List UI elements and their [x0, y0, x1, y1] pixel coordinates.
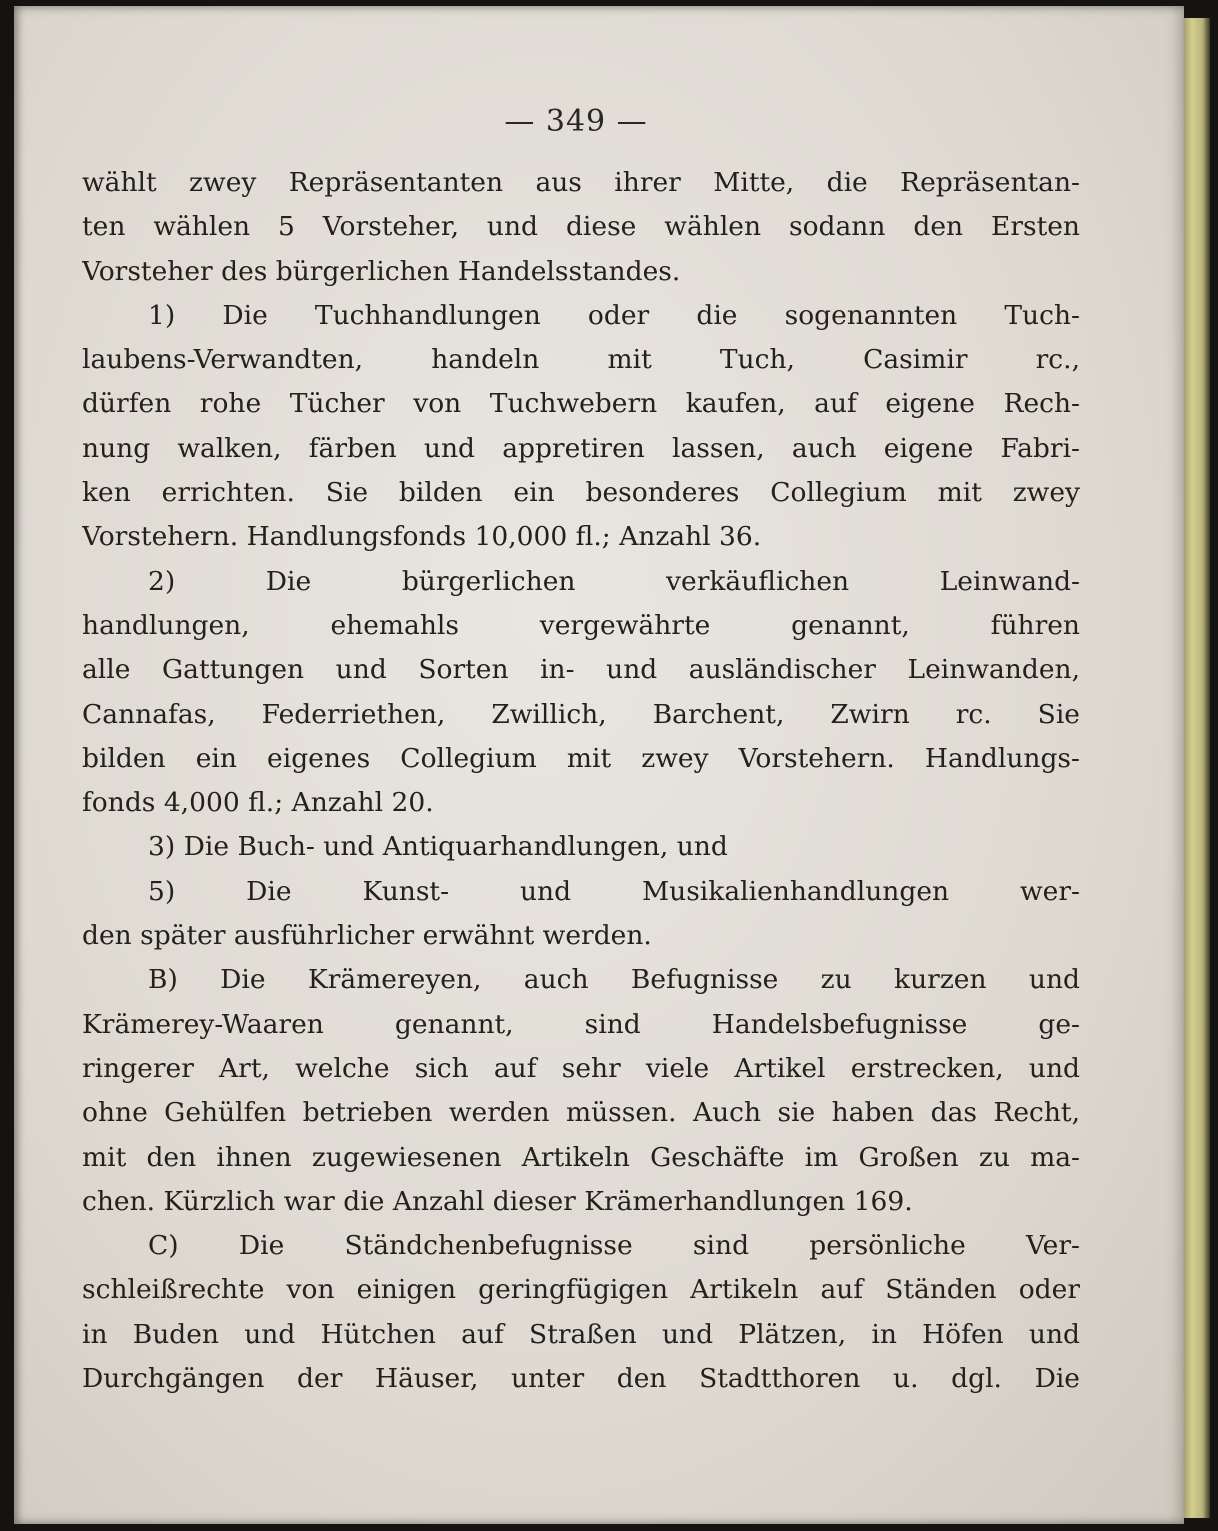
- text-line: 2) Die bürgerlichen verkäuflichen Leinwand-: [148, 565, 1080, 597]
- text-line: Cannafas, Federriethen, Zwillich, Barchent, Zwirn rc. Sie: [82, 698, 1080, 730]
- text-line: B) Die Krämereyen, auch Befugnisse zu kurzen und: [148, 964, 1080, 996]
- text-line: C) Die Ständchenbefugnisse sind persönliche Ver-: [148, 1230, 1080, 1262]
- book-page: [14, 6, 1184, 1524]
- text-line: laubens-Verwandten, handeln mit Tuch, Casimir rc.,: [82, 344, 1080, 376]
- text-line: Krämerey-Waaren genannt, sind Handelsbefugnisse ge-: [82, 1008, 1080, 1040]
- page-number: — 349 —: [504, 104, 648, 139]
- text-line: handlungen, ehemahls vergewährte genannt, führen: [82, 609, 1080, 641]
- text-line: ohne Gehülfen betrieben werden müssen. Auch sie haben das Recht,: [82, 1097, 1080, 1129]
- text-line: den später ausführlicher erwähnt werden.: [82, 920, 652, 952]
- text-line: bilden ein eigenes Collegium mit zwey Vorstehern. Handlungs-: [82, 742, 1080, 774]
- text-line: schleißrechte von einigen geringfügigen Artikeln auf Ständen oder: [82, 1274, 1080, 1306]
- text-line: ken errichten. Sie bilden ein besonderes Collegium mit zwey: [82, 477, 1080, 509]
- text-line: ten wählen 5 Vorsteher, und diese wählen sodann den Ersten: [82, 211, 1080, 243]
- text-line: wählt zwey Repräsentanten aus ihrer Mitte, die Repräsentan-: [82, 167, 1080, 198]
- text-line: nung walken, färben und appretiren lassen, auch eigene Fabri-: [82, 432, 1080, 464]
- text-line: alle Gattungen und Sorten in- und ausländischer Leinwanden,: [82, 654, 1080, 686]
- page-edge: [1180, 18, 1210, 1518]
- text-line: mit den ihnen zugewiesenen Artikeln Geschäfte im Großen zu ma-: [82, 1141, 1080, 1173]
- body-text: [82, 161, 1080, 1401]
- text-line: 3) Die Buch- und Antiquarhandlungen, und: [148, 831, 728, 863]
- text-line: 1) Die Tuchhandlungen oder die sogenannten Tuch-: [148, 299, 1080, 331]
- text-line: 5) Die Kunst- und Musikalienhandlungen wer-: [148, 875, 1080, 907]
- text-line: chen. Kürzlich war die Anzahl dieser Krämerhandlungen 169.: [82, 1185, 913, 1217]
- text-line: dürfen rohe Tücher von Tuchwebern kaufen, auf eigene Rech-: [82, 388, 1080, 420]
- text-line: ringerer Art, welche sich auf sehr viele Artikel erstrecken, und: [82, 1052, 1080, 1084]
- text-line: in Buden und Hütchen auf Straßen und Plätzen, in Höfen und: [82, 1318, 1080, 1350]
- text-line: Vorstehern. Handlungsfonds 10,000 fl.; Anzahl 36.: [82, 521, 762, 553]
- text-line: fonds 4,000 fl.; Anzahl 20.: [82, 787, 434, 819]
- text-line: Durchgängen der Häuser, unter den Stadtthoren u. dgl. Die: [82, 1363, 1080, 1395]
- text-line: Vorsteher des bürgerlichen Handelsstandes.: [82, 255, 681, 287]
